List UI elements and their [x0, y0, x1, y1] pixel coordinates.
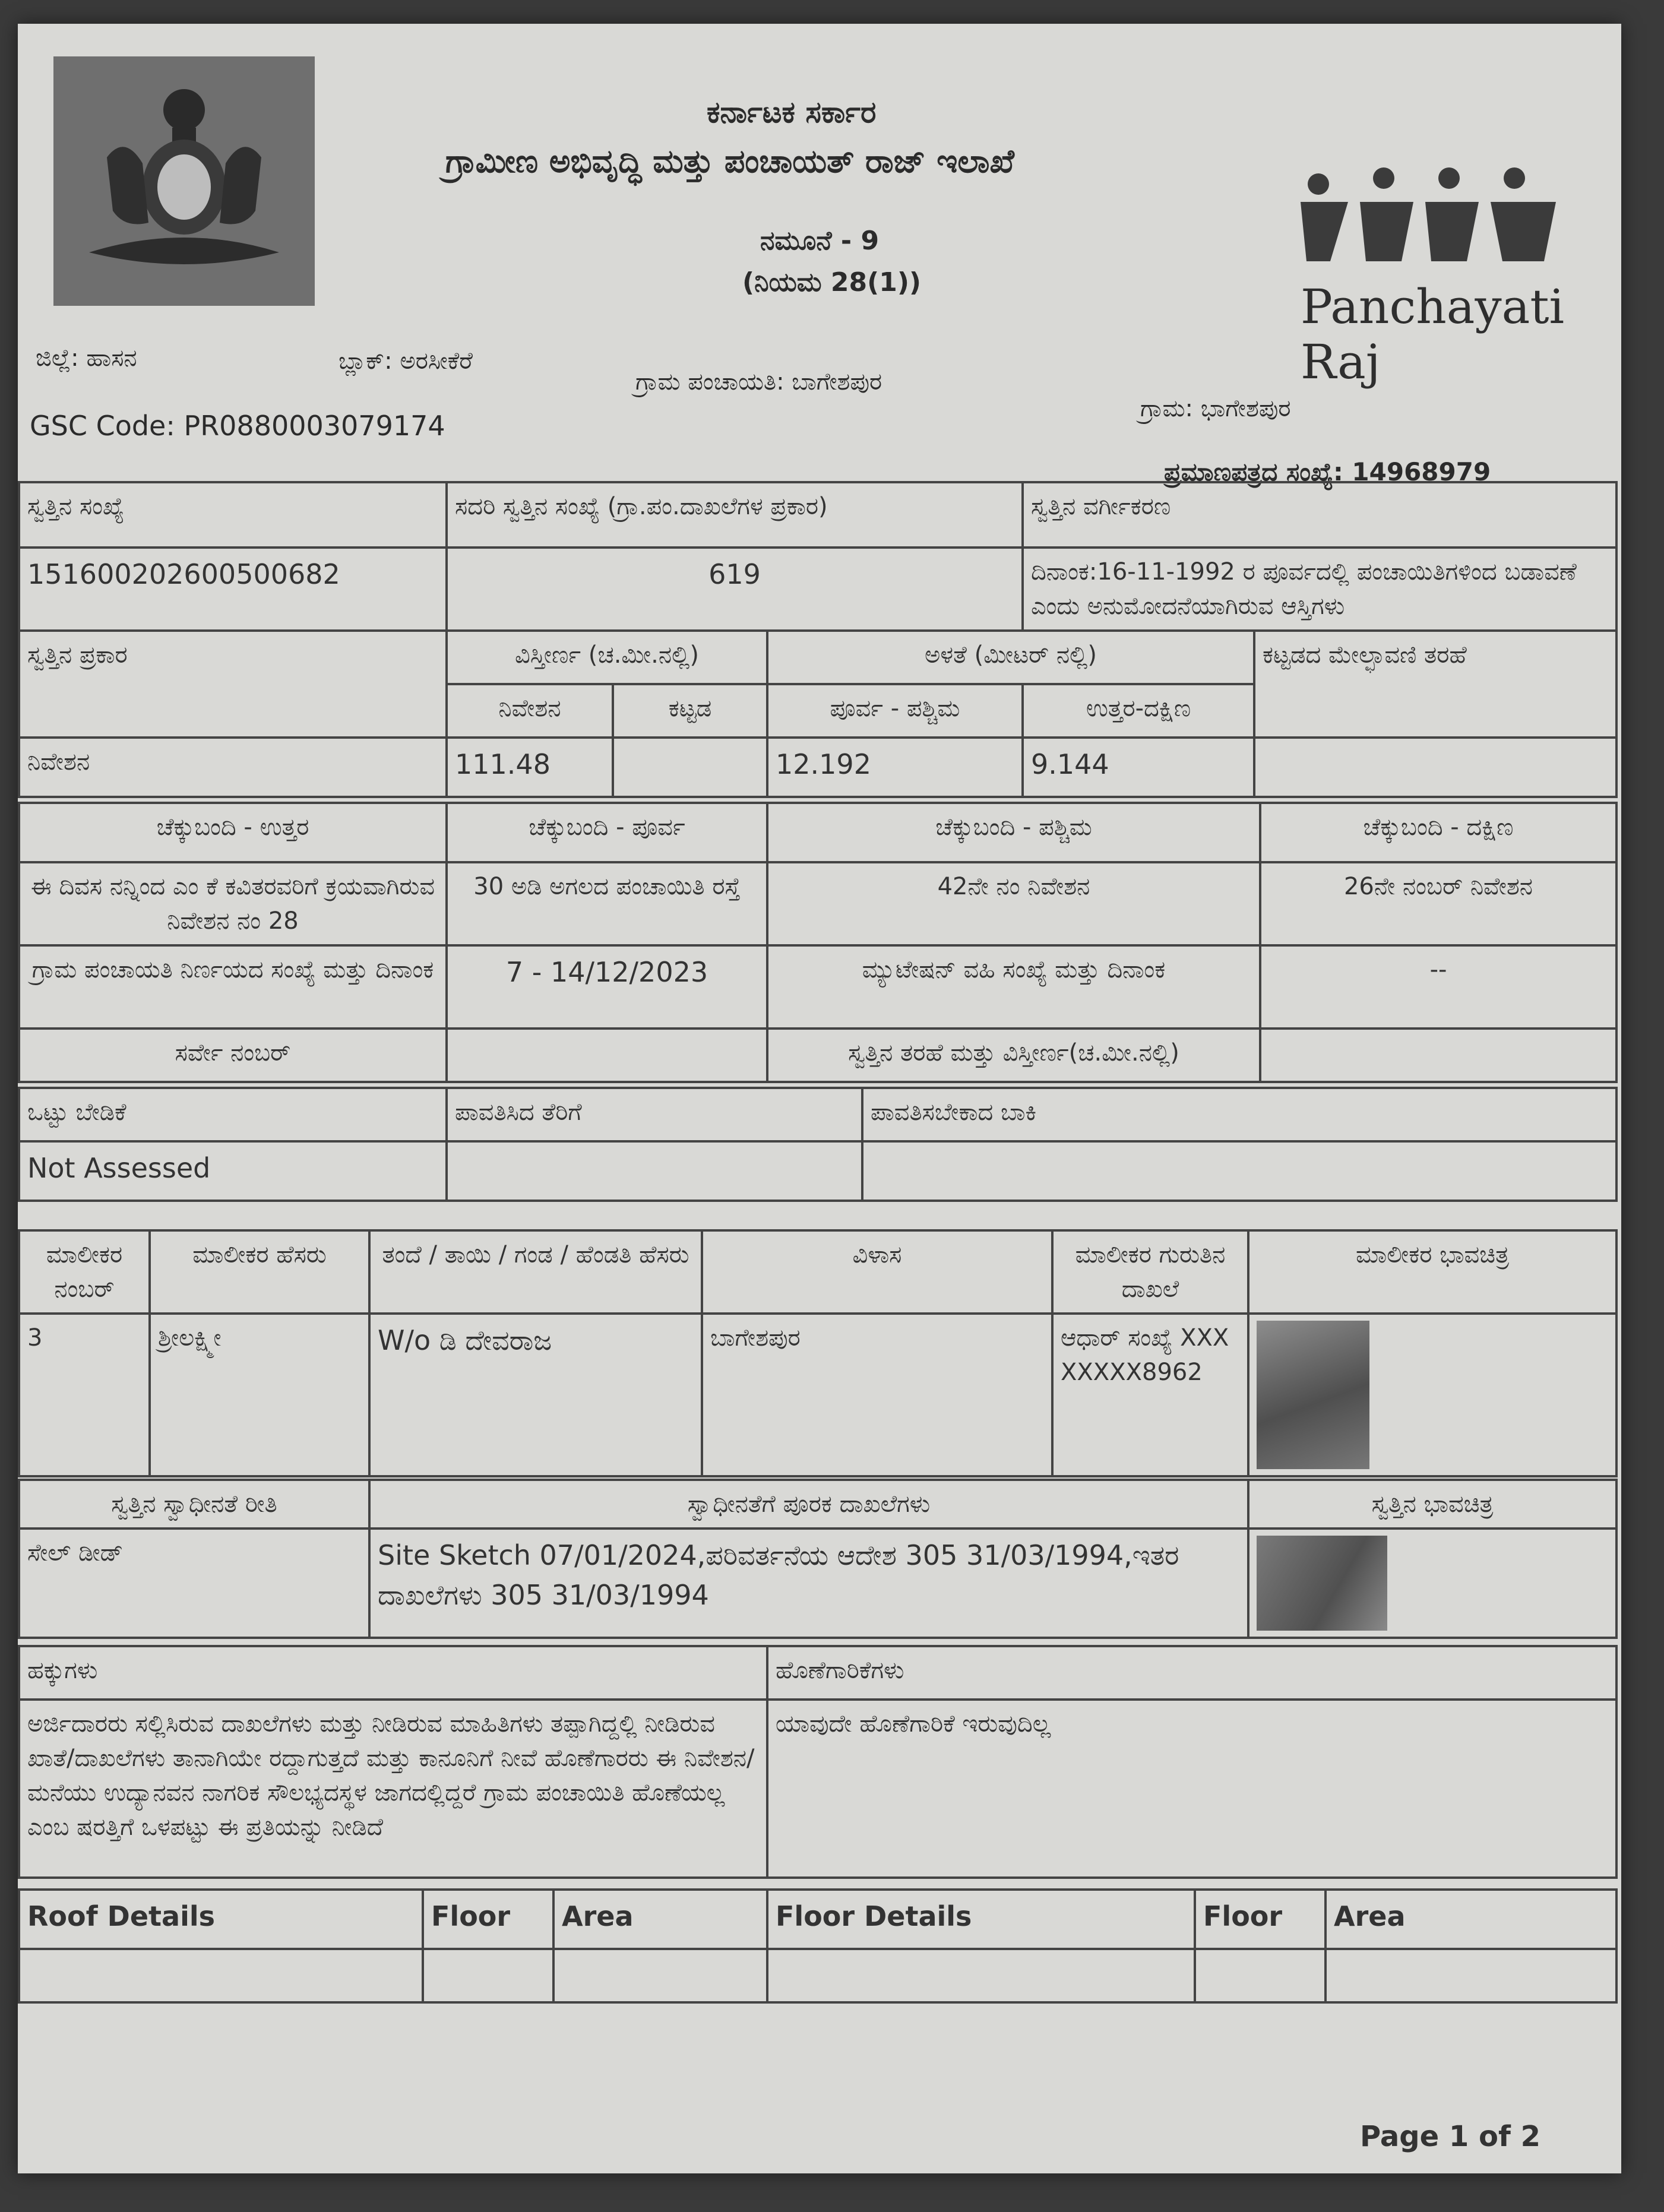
due-value	[862, 1141, 1616, 1201]
roof-details-cell	[19, 1949, 423, 2002]
rights-value: ಅರ್ಜಿದಾರರು ಸಲ್ಲಿಸಿರುವ ದಾಖಲೆಗಳು ಮತ್ತು ನೀಡಿರುವ ಮಾಹಿತಿಗಳು ತಪ್ಪಾಗಿದ್ದಲ್ಲಿ ನೀಡಿರುವ ಖಾತೆ/ದಾಖಲೆಗಳು ತಾನಾಗಿಯೇ ರದ್ದಾಗುತ್ತದೆ ಮತ್ತು ಕಾನೂನಿಗೆ ನೀವೆ ಹೊಣೆಗಾರರು ಈ ನಿವೇಶನ/ಮನೆಯು ಉದ್ಯಾನವನ ನಾಗರಿಕ ಸೌಲಭ್ಯದಸ್ಥಳ ಜಾಗದಲ್ಲಿದ್ದರೆ ಗ್ರಾಮ ಪಂಚಾಯಿತಿ ಹೊಣೆಯಲ್ಲ ಎಂಬ ಷರತ್ತಿಗೆ ಒಳಪಟ್ಟು ಈ ಪ್ರತಿಯನ್ನು ನೀಡಿದೆ	[19, 1700, 767, 1878]
floor-floor-label: Floor	[1195, 1890, 1325, 1949]
certificate-number: ಪ್ರಮಾಣಪತ್ರದ ಸಂಖ್ಯೆ: 14968979	[1164, 457, 1491, 486]
east-boundary-value: 30 ಅಡಿ ಅಗಲದ ಪಂಚಾಯಿತಿ ರಸ್ತೆ	[447, 862, 767, 945]
boundaries-table	[18, 802, 1618, 1083]
building-area-value	[613, 738, 767, 797]
classification-label: ಸ್ವತ್ತಿನ ವರ್ಗೀಕರಣ	[1023, 482, 1616, 548]
property-dimensions-table	[18, 629, 1618, 798]
karnataka-emblem-icon	[53, 56, 315, 306]
owner-name-label: ಮಾಲೀಕರ ಹೆಸರು	[150, 1230, 369, 1314]
survey-number-value	[447, 1029, 767, 1082]
id-proof-label: ಮಾಲೀಕರ ಗುರುತಿನ ದಾಖಲೆ	[1052, 1230, 1248, 1314]
roof-type-value	[1254, 738, 1616, 797]
north-boundary-label: ಚೆಕ್ಕುಬಂದಿ - ಉತ್ತರ	[19, 803, 447, 862]
gsc-code: GSC Code: PR0880003079174	[30, 410, 445, 442]
site-area-value: 111.48	[447, 738, 613, 797]
paid-tax-value	[447, 1141, 862, 1201]
owner-photo-label: ಮಾಲೀಕರ ಭಾವಚಿತ್ರ	[1248, 1230, 1616, 1314]
ownership-mode-label: ಸ್ವತ್ತಿನ ಸ್ವಾಧೀನತೆ ರೀತಿ	[19, 1480, 369, 1529]
roof-type-label: ಕಟ್ಟಡದ ಮೇಲ್ಛಾವಣಿ ತರಹೆ	[1254, 631, 1616, 738]
classification-value: ದಿನಾಂಕ:16-11-1992 ರ ಪೂರ್ವದಲ್ಲಿ ಪಂಚಾಯಿತಿಗಳಿಂದ ಬಡಾವಣೆ ಎಂದು ಅನುಮೋದನೆಯಾಗಿರುವ ಆಸ್ತಿಗಳು	[1023, 548, 1616, 631]
owner-photo-image	[1257, 1321, 1369, 1469]
supporting-docs-label: ಸ್ವಾಧೀನತೆಗೆ ಪೂರಕ ದಾಖಲೆಗಳು	[369, 1480, 1248, 1529]
liabilities-value: ಯಾವುದೇ ಹೊಣೆಗಾರಿಕೆ ಇರುವುದಿಲ್ಲ	[767, 1700, 1616, 1878]
address-label: ವಿಳಾಸ	[702, 1230, 1052, 1314]
roof-floor-label: Floor	[423, 1890, 553, 1949]
property-photo-label: ಸ್ವತ್ತಿನ ಭಾವಚಿತ್ರ	[1248, 1480, 1616, 1529]
liabilities-label: ಹೊಣೆಗಾರಿಕೆಗಳು	[767, 1646, 1616, 1700]
supporting-docs-value: Site Sketch 07/01/2024,ಪರಿವರ್ತನೆಯ ಆದೇಶ 305 31/03/1994,ಇತರ ದಾಖಲೆಗಳು 305 31/03/1994	[369, 1529, 1248, 1638]
tax-table	[18, 1087, 1618, 1202]
roof-area-label: Area	[553, 1890, 767, 1949]
gram-panchayat: ಗ್ರಾಮ ಪಂಚಾಯತಿ: ಬಾಗೇಶಪುರ	[635, 368, 882, 395]
south-boundary-value: 26ನೇ ನಂಬರ್ ನಿವೇಶನ	[1260, 862, 1616, 945]
property-type-value: ನಿವೇಶನ	[19, 738, 447, 797]
relation-value: W/o ಡಿ ದೇವರಾಜ	[369, 1314, 702, 1476]
survey-number-label: ಸರ್ವೇ ನಂಬರ್	[19, 1029, 447, 1082]
area-label: ವಿಸ್ತೀರ್ಣ (ಚ.ಮೀ.ನಲ್ಲಿ)	[447, 631, 767, 684]
property-id-label: ಸ್ವತ್ತಿನ ಸಂಖ್ಯೆ	[19, 482, 447, 548]
address-value: ಬಾಗೇಶಪುರ	[702, 1314, 1052, 1476]
brand-name: Panchayati Raj	[1301, 279, 1565, 390]
north-south-label: ಉತ್ತರ-ದಕ್ಷಿಣ	[1023, 684, 1254, 738]
due-label: ಪಾವತಿಸಬೇಕಾದ ಬಾಕಿ	[862, 1088, 1616, 1141]
block: ಬ್ಲಾಕ್: ಅರಸೀಕೆರೆ	[339, 347, 473, 375]
ownership-mode-value: ಸೇಲ್ ಡೀಡ್	[19, 1529, 369, 1638]
id-proof-value: ಆಧಾರ್ ಸಂಖ್ಯೆ XXXXXXXX8962	[1052, 1314, 1248, 1476]
panchayati-raj-logo-icon	[1295, 166, 1580, 279]
east-boundary-label: ಚೆಕ್ಕುಬಂದಿ - ಪೂರ್ವ	[447, 803, 767, 862]
east-west-label: ಪೂರ್ವ - ಪಶ್ಚಿಮ	[767, 684, 1023, 738]
floor-floor-cell	[1195, 1949, 1325, 2002]
property-id-table	[18, 481, 1618, 632]
north-boundary-value: ಈ ದಿವಸ ನನ್ನಿಂದ ಎಂ ಕೆ ಕವಿತರವರಿಗೆ ಕ್ರಯವಾಗಿರುವ ನಿವೇಶನ ನಂ 28	[19, 862, 447, 945]
dimensions-label: ಅಳತೆ (ಮೀಟರ್ ನಲ್ಲಿ)	[767, 631, 1254, 684]
village: ಗ್ರಾಮ: ಭಾಗೇಶಪುರ	[1140, 395, 1291, 422]
state-title: ಕರ್ನಾಟಕ ಸರ್ಕಾರ	[707, 95, 877, 129]
roof-floor-cell	[423, 1949, 553, 2002]
floor-details-table	[18, 1888, 1618, 2004]
mutation-value: --	[1260, 945, 1616, 1029]
rights-table	[18, 1645, 1618, 1879]
total-demand-value: Not Assessed	[19, 1141, 447, 1201]
building-label: ಕಟ್ಟಡ	[613, 684, 767, 738]
floor-details-label: Floor Details	[767, 1890, 1195, 1949]
ownership-table	[18, 1479, 1618, 1639]
roof-area-cell	[553, 1949, 767, 2002]
west-boundary-label: ಚೆಕ್ಕುಬಂದಿ - ಪಶ್ಚಿಮ	[767, 803, 1260, 862]
owner-photo	[1248, 1314, 1616, 1476]
rights-label: ಹಕ್ಕುಗಳು	[19, 1646, 767, 1700]
site-label: ನಿವೇಶನ	[447, 684, 613, 738]
owner-name-value: ಶ್ರೀಲಕ್ಷ್ಮೀ	[150, 1314, 369, 1476]
south-boundary-label: ಚೆಕ್ಕುಬಂದಿ - ದಕ್ಷಿಣ	[1260, 803, 1616, 862]
paid-tax-label: ಪಾವತಿಸಿದ ತೆರಿಗೆ	[447, 1088, 862, 1141]
page-number: Page 1 of 2	[1360, 2120, 1540, 2153]
property-photo-image	[1257, 1536, 1387, 1631]
owner-number-label: ಮಾಲೀಕರ ನಂಬರ್	[19, 1230, 150, 1314]
property-photo	[1248, 1529, 1616, 1638]
north-south-value: 9.144	[1023, 738, 1254, 797]
mutation-label: ಮ್ಯುಟೇಷನ್ ವಹಿ ಸಂಖ್ಯೆ ಮತ್ತು ದಿನಾಂಕ	[767, 945, 1260, 1029]
floor-details-cell	[767, 1949, 1195, 2002]
old-number-value: 619	[447, 548, 1023, 631]
form-number: ನಮೂನೆ - 9	[760, 226, 880, 256]
district: ಜಿಲ್ಲೆ: ಹಾಸನ	[36, 344, 137, 372]
department-title: ಗ್ರಾಮೀಣ ಅಭಿವೃದ್ಧಿ ಮತ್ತು ಪಂಚಾಯತ್ ರಾಜ್ ಇಲಾಖೆ	[445, 143, 1014, 180]
owner-table	[18, 1229, 1618, 1477]
east-west-value: 12.192	[767, 738, 1023, 797]
property-nature-label: ಸ್ವತ್ತಿನ ತರಹೆ ಮತ್ತು ವಿಸ್ತೀರ್ಣ(ಚ.ಮೀ.ನಲ್ಲಿ)	[767, 1029, 1260, 1082]
west-boundary-value: 42ನೇ ನಂ ನಿವೇಶನ	[767, 862, 1260, 945]
resolution-label: ಗ್ರಾಮ ಪಂಚಾಯತಿ ನಿರ್ಣಯದ ಸಂಖ್ಯೆ ಮತ್ತು ದಿನಾಂಕ	[19, 945, 447, 1029]
property-id-value: 151600202600500682	[19, 548, 447, 631]
relation-label: ತಂದೆ / ತಾಯಿ / ಗಂಡ / ಹೆಂಡತಿ ಹೆಸರು	[369, 1230, 702, 1314]
document-page	[18, 24, 1621, 2173]
floor-area-cell	[1325, 1949, 1616, 2002]
roof-details-label: Roof Details	[19, 1890, 423, 1949]
old-number-label: ಸದರಿ ಸ್ವತ್ತಿನ ಸಂಖ್ಯೆ (ಗ್ರಾ.ಪಂ.ದಾಖಲೆಗಳ ಪ್ರಕಾರ)	[447, 482, 1023, 548]
floor-area-label: Area	[1325, 1890, 1616, 1949]
property-nature-value	[1260, 1029, 1616, 1082]
property-type-label: ಸ್ವತ್ತಿನ ಪ್ರಕಾರ	[19, 631, 447, 738]
rule-number: (ನಿಯಮ 28(1))	[742, 267, 922, 298]
total-demand-label: ಒಟ್ಟು ಬೇಡಿಕೆ	[19, 1088, 447, 1141]
owner-number-value: 3	[19, 1314, 150, 1476]
resolution-value: 7 - 14/12/2023	[447, 945, 767, 1029]
